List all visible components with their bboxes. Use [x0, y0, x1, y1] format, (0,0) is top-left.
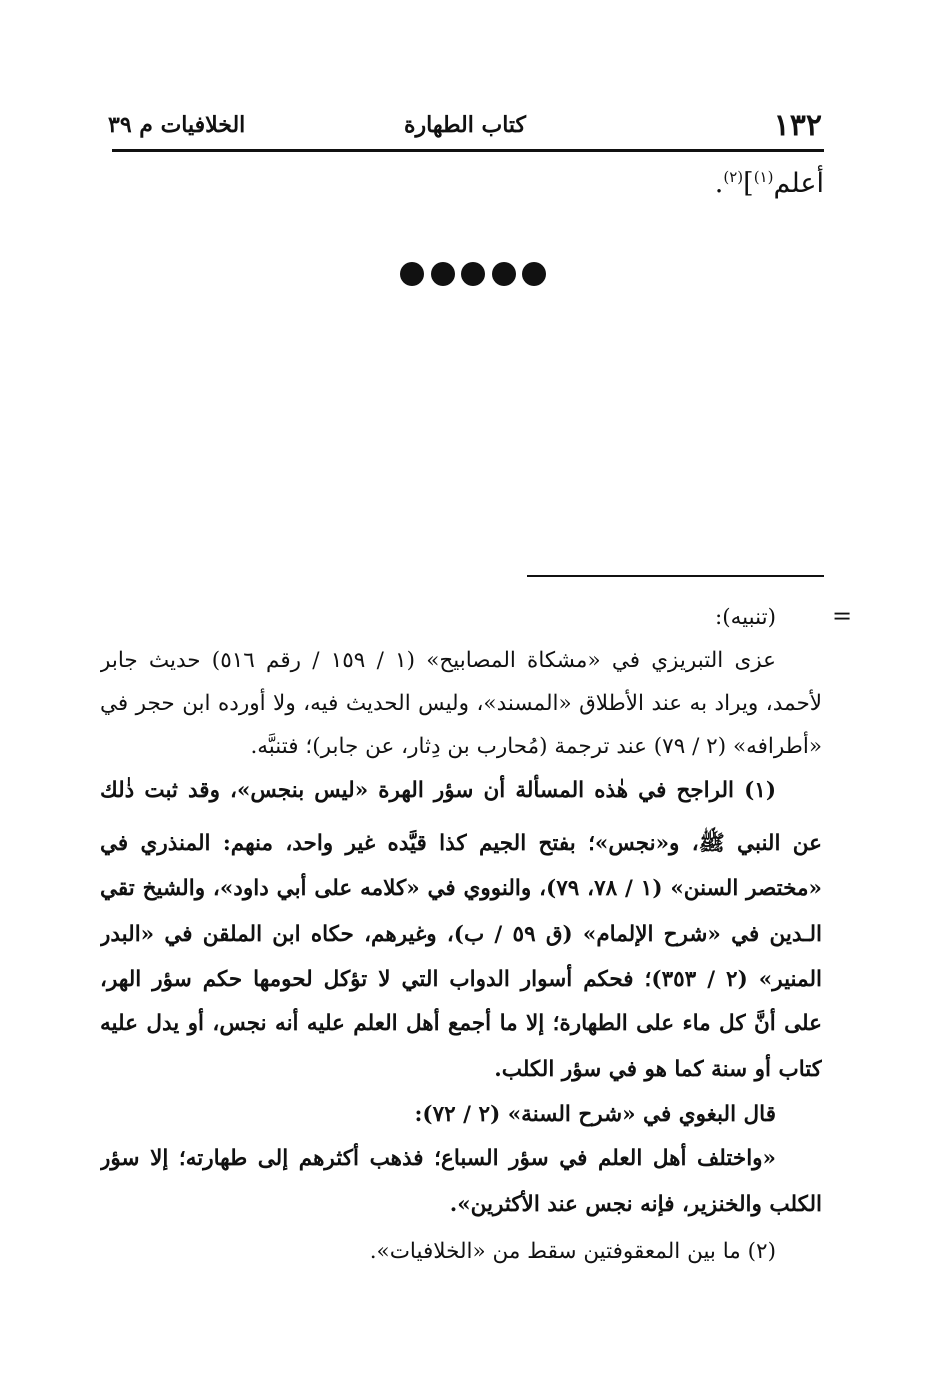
- separator-dot: [461, 262, 485, 286]
- header-rule: [112, 149, 824, 152]
- footnote-line: كتاب أو سنة كما هو في سؤر الكلب.: [494, 1057, 822, 1082]
- page-number: ١٣٢: [773, 108, 822, 143]
- separator-dot: [400, 262, 424, 286]
- footnote-line: «أطرافه» (٢ / ٧٩) عند ترجمة (مُحارب بن دِثار، عن جابر)؛ فتنبَّه.: [250, 734, 822, 759]
- separator-dot: [492, 262, 516, 286]
- footnote-line: الكلب والخنزير، فإنه نجس عند الأكثرين».: [449, 1192, 822, 1217]
- footnote-rule: [527, 575, 824, 577]
- page-header: [108, 108, 822, 148]
- main-text-continuation: [715, 168, 824, 199]
- footnote-ref-2: (٢): [723, 168, 744, 186]
- footnote-line: قال البغوي في «شرح السنة» (٢ / ٧٢):: [414, 1102, 776, 1127]
- footnote-line: على أنَّ كل ماء على الطهارة؛ إلا ما أجمع أهل العلم عليه أنه نجس، أو يدل عليه: [100, 1011, 822, 1036]
- footnote-line: (٢) ما بين المعقوفتين سقط من «الخلافيات».: [369, 1239, 776, 1264]
- footnote-line: الـدين في «شرح الإلمام» (ق ٥٩ / ب)، وغيرهم، حكاه ابن الملقن في «البدر: [100, 922, 822, 947]
- running-title: كتاب الطهارة: [403, 112, 527, 138]
- footnote-line: المنير» (٢ / ٣٥٣)؛ فحكم أسوار الدواب التي لا تؤكل لحومها حكم سؤر الهر،: [100, 967, 822, 992]
- footnote-line: (١) الراجح في هٰذه المسألة أن سؤر الهرة «ليس بنجس»، وقد ثبت ذٰلك: [100, 778, 776, 803]
- closing-bracket: ]: [743, 168, 754, 199]
- footnote-line: «واختلف أهل العلم في سؤر السباع؛ فذهب أكثرهم إلى طهارته؛ إلا سؤر: [100, 1146, 776, 1171]
- footnote-line: (تنبيه):: [715, 605, 776, 630]
- footnote-line: عزى التبريزي في «مشكاة المصابيح» (١ / ١٥٩ / رقم ٥١٦) حديث جابر: [100, 648, 776, 673]
- separator-dot: [522, 262, 546, 286]
- footnote-line: لأحمد، ويراد به عند الأطلاق «المسند»، وليس الحديث فيه، ولا أورده ابن حجر في: [100, 691, 822, 716]
- footnote-ref-1: (١): [753, 168, 774, 186]
- section-separator: [400, 262, 546, 288]
- main-text: أعلم: [773, 168, 824, 199]
- separator-dot: [431, 262, 455, 286]
- end-period: .: [714, 168, 724, 199]
- footnote-line: «مختصر السنن» (١ / ٧٨، ٧٩)، والنووي في «كلامه على أبي داود»، والشيخ تقي: [100, 876, 822, 901]
- footnote-line: عن النبي ﷺ، و«نجس»؛ بفتح الجيم كذا قيَّده غير واحد، منهم: المنذري في: [100, 831, 822, 856]
- volume-reference: الخلافيات م ٣٩: [108, 112, 246, 138]
- footnote-continuation-mark: =: [832, 602, 853, 630]
